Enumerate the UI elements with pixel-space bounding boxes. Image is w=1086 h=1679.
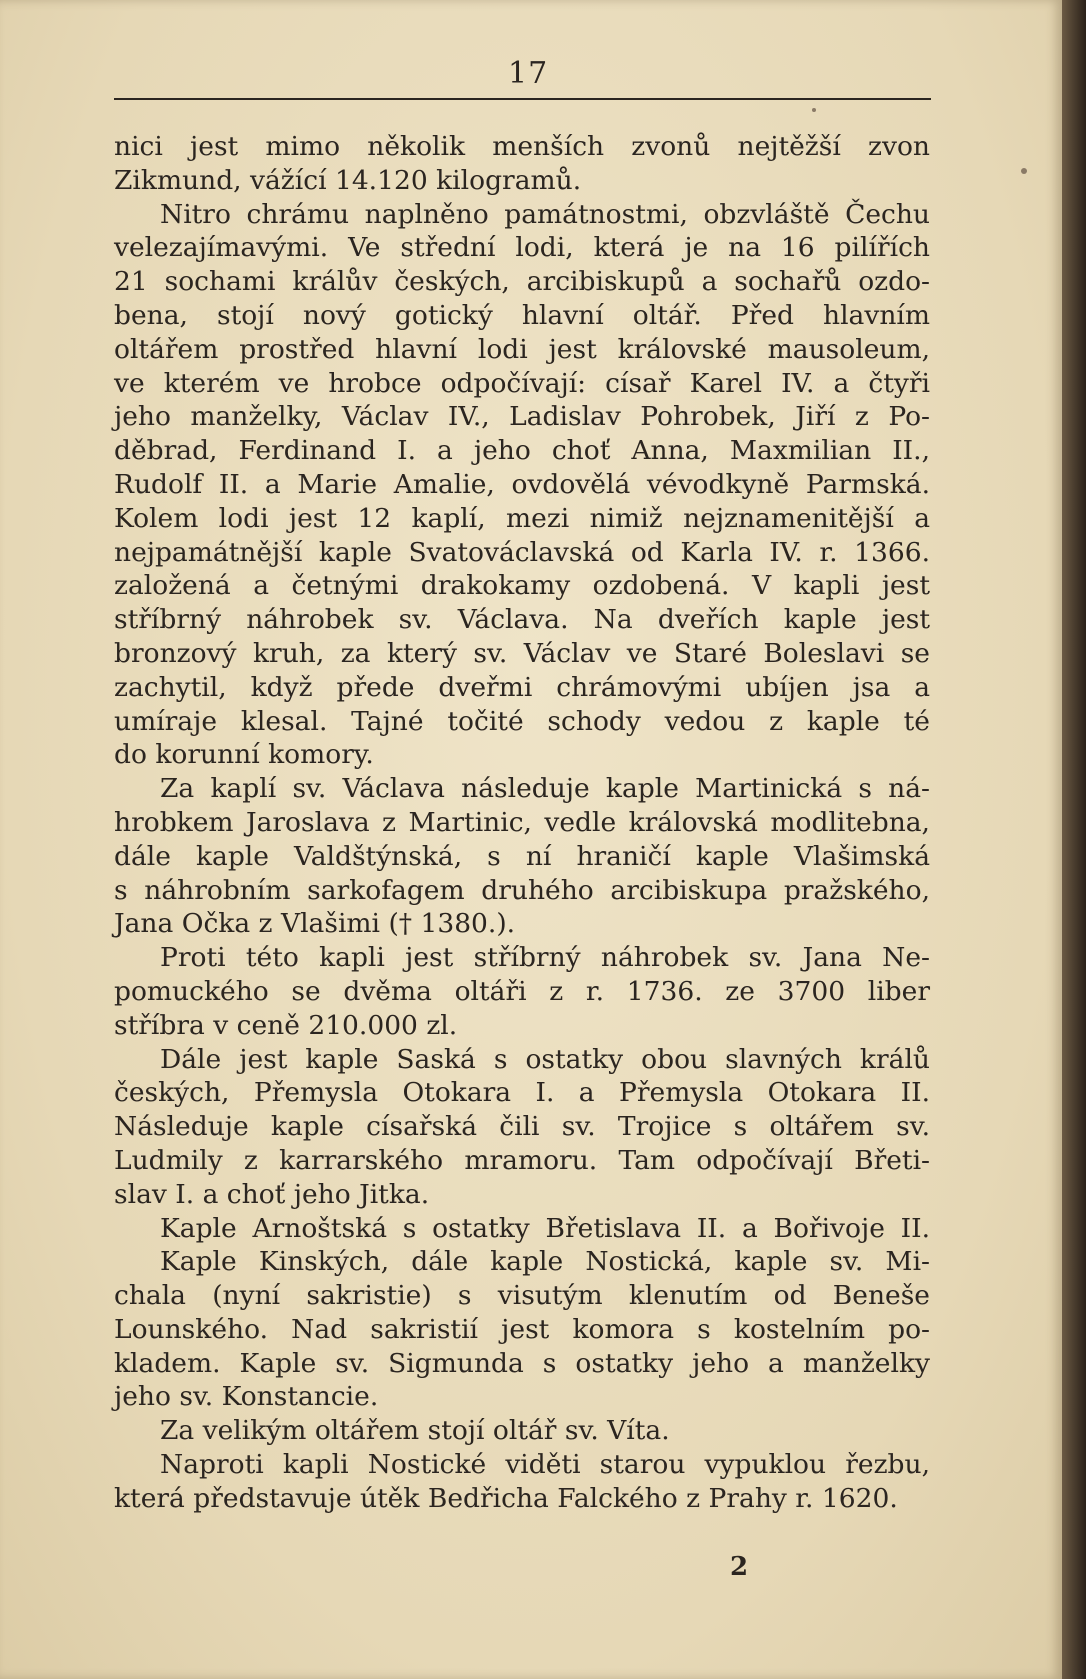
text-line: Lounského. Nad sakristií jest komora s kostelním po-	[114, 1313, 930, 1345]
text-line: stříbrný náhrobek sv. Václava. Na dveřích kaple jest	[114, 604, 930, 636]
text-line: bena, stojí nový gotický hlavní oltář. Před hlavním	[114, 299, 930, 331]
text-line: Naproti kapli Nostické viděti starou vypuklou řezbu,	[160, 1449, 930, 1481]
text-line: kladem. Kaple sv. Sigmunda s ostatky jeho a manželky	[114, 1347, 930, 1379]
text-line: Rudolf II. a Marie Amalie, ovdovělá vévodkyně Parmská.	[114, 468, 930, 500]
text-line: Proti této kapli jest stříbrný náhrobek sv. Jana Ne-	[160, 942, 930, 974]
text-line: slav I. a choť jeho Jitka.	[114, 1178, 430, 1210]
text-line: nejpamátnější kaple Svatováclavská od Karla IV. r. 1366.	[114, 536, 930, 568]
body-text	[114, 130, 930, 1516]
text-line: pomuckého se dvěma oltáři z r. 1736. ze 3700 liber	[114, 975, 930, 1007]
text-line: dále kaple Valdštýnská, s ní hraničí kaple Vlašimská	[114, 840, 930, 872]
text-line: Ludmily z karrarského mramoru. Tam odpočívají Břeti-	[114, 1144, 930, 1176]
text-line: zachytil, když přede dveřmi chrámovými ubíjen jsa a	[114, 671, 930, 703]
signature-mark: 2	[730, 1552, 749, 1582]
text-line: Následuje kaple císařská čili sv. Trojice s oltářem sv.	[114, 1111, 930, 1143]
text-line: s náhrobním sarkofagem druhého arcibiskupa pražského,	[114, 874, 930, 906]
text-line: 21 sochami králův českých, arcibiskupů a sochařů ozdo-	[114, 266, 930, 298]
text-line: Za kaplí sv. Václava následuje kaple Martinická s ná-	[160, 773, 930, 805]
text-line: ve kterém ve hrobce odpočívají: císař Karel IV. a čtyři	[114, 367, 930, 399]
page-number: 17	[508, 56, 549, 91]
text-line: děbrad, Ferdinand I. a jeho choť Anna, Maxmilian II.,	[114, 435, 930, 467]
text-line: Jana Očka z Vlašimi († 1380.).	[114, 908, 516, 940]
text-line: Kaple Arnoštská s ostatky Břetislava II. a Bořivoje II.	[160, 1212, 930, 1244]
text-line: umíraje klesal. Tajné točité schody vedou z kaple té	[114, 705, 930, 737]
text-line: Kolem lodi jest 12 kaplí, mezi nimiž nejznamenitější a	[114, 502, 930, 534]
text-line: bronzový kruh, za který sv. Václav ve Staré Boleslavi se	[114, 637, 930, 669]
text-line: založená a četnými drakokamy ozdobená. V kapli jest	[114, 570, 930, 602]
text-line: nici jest mimo několik menších zvonů nejtěžší zvon	[114, 131, 930, 162]
text-line: stříbra v ceně 210.000 zl.	[114, 1009, 458, 1041]
text-line: Kaple Kinských, dále kaple Nostická, kaple sv. Mi-	[160, 1246, 930, 1278]
text-line: oltářem prostřed hlavní lodi jest královské mausoleum,	[114, 333, 930, 365]
text-line: jeho sv. Konstancie.	[114, 1381, 379, 1413]
book-spine	[1062, 0, 1086, 1679]
speck-mark	[1021, 168, 1027, 174]
text-line: chala (nyní sakristie) s visutým klenutím od Beneše	[114, 1280, 930, 1312]
text-line: která představuje útěk Bedřicha Falckého z Prahy r. 1620.	[114, 1482, 898, 1514]
text-line: Za velikým oltářem stojí oltář sv. Víta.	[160, 1415, 670, 1447]
text-line: do korunní komory.	[114, 739, 374, 771]
speck-mark	[812, 108, 816, 112]
header-rule	[114, 98, 931, 100]
text-line: hrobkem Jaroslava z Martinic, vedle královská modlitebna,	[114, 806, 930, 838]
text-line: Zikmund, vážící 14.120 kilogramů.	[114, 164, 582, 196]
text-line: Dále jest kaple Saská s ostatky obou slavných králů	[160, 1043, 930, 1075]
text-line: velezajímavými. Ve střední lodi, která je na 16 pilířích	[114, 232, 930, 264]
text-line: jeho manželky, Václav IV., Ladislav Pohrobek, Jiří z Po-	[114, 401, 930, 433]
text-line: Nitro chrámu naplněno památnostmi, obzvláště Čechu	[160, 198, 930, 230]
text-line: českých, Přemysla Otokara I. a Přemysla Otokara II.	[114, 1077, 930, 1109]
